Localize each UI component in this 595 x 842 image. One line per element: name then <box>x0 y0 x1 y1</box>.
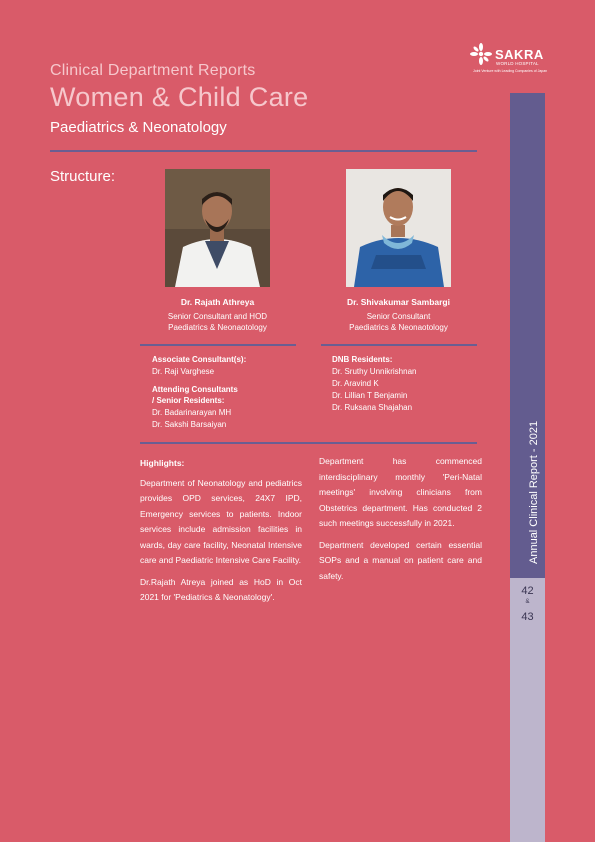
dnb-resident-name-1: Dr. Sruthy Unnikrishnan <box>332 367 417 376</box>
associate-consultant-name: Dr. Raji Varghese <box>152 367 215 376</box>
page-number-right: 43 <box>521 611 534 623</box>
highlights-heading: Highlights: <box>140 458 185 468</box>
hospital-logo <box>469 42 549 78</box>
highlights-right-column <box>319 454 482 590</box>
department-title: Women & Child Care <box>50 82 309 112</box>
sidebar-label-container <box>510 93 545 578</box>
staff-divider <box>140 442 477 444</box>
sidebar-label: Annual Clinical Report - 2021 <box>527 420 540 564</box>
section-subtitle: Paediatrics & Neonatology <box>50 119 227 136</box>
logo-tagline: WORLD HOSPITAL <box>496 61 539 66</box>
attending-consultant-name-1: Dr. Badarinarayan MH <box>152 408 232 417</box>
doctor-photo-2 <box>346 169 451 287</box>
sakra-flower-icon <box>469 42 493 66</box>
dnb-resident-name-2: Dr. Aravind K <box>332 379 379 388</box>
header-divider <box>50 150 477 152</box>
report-title: Clinical Department Reports <box>50 62 256 79</box>
structure-heading: Structure: <box>50 168 116 185</box>
doctor-1-role: Senior Consultant and HOD <box>167 312 268 321</box>
doctor-photo-1 <box>165 169 270 287</box>
doctor-2-name: Dr. Shivakumar Sambargi <box>347 297 450 307</box>
highlights-paragraph-3: Department has commenced interdisciplinary monthly 'Peri-Natal meetings' involving clinicians from Obstetrics department. Has conducted 2 such meetings successfully in 2021. <box>319 456 482 528</box>
doctor-2-department: Paediatrics & Neonaotology <box>349 323 448 332</box>
doctor-1-name: Dr. Rajath Athreya <box>180 297 255 307</box>
highlights-paragraph-4: Department developed certain essential SOPs and a manual on patient care and safety. <box>319 539 482 581</box>
attending-consultant-name-2: Dr. Sakshi Barsaiyan <box>152 420 227 429</box>
doctor-2-divider <box>321 344 477 346</box>
page-number-left: 42 <box>521 585 534 597</box>
associate-consultants-heading: Associate Consultant(s): <box>152 355 247 364</box>
attending-consultants-heading-1: Attending Consultants <box>152 385 238 394</box>
doctor-1-divider <box>140 344 296 346</box>
attending-consultants-heading-2: / Senior Residents: <box>152 396 225 405</box>
highlights-paragraph-2: Dr.Rajath Atreya joined as HoD in Oct 2021 for 'Pediatrics & Neonatology'. <box>140 576 302 602</box>
page-number-separator: & <box>525 599 530 605</box>
dnb-resident-name-4: Dr. Ruksana Shajahan <box>332 403 413 412</box>
highlights-paragraph-1: Department of Neonatology and pediatrics provides OPD services, 24X7 IPD, Emergency services to patients. Indoor services include admission facilities in wards, day care facility, Neonatal Intensive care and Paediatric Intensive Care Facility. <box>140 477 302 565</box>
dnb-resident-name-3: Dr. Lillian T Benjamin <box>332 391 408 400</box>
doctor-2-role: Senior Consultant <box>366 312 431 321</box>
dnb-residents-heading: DNB Residents: <box>332 355 393 364</box>
doctor-1-department: Paediatrics & Neonaotology <box>168 323 267 332</box>
logo-subline: Joint Venture with Leading Companies of Japan <box>473 69 548 73</box>
highlights-left-column <box>140 456 302 612</box>
logo-name: SAKRA <box>495 47 544 62</box>
